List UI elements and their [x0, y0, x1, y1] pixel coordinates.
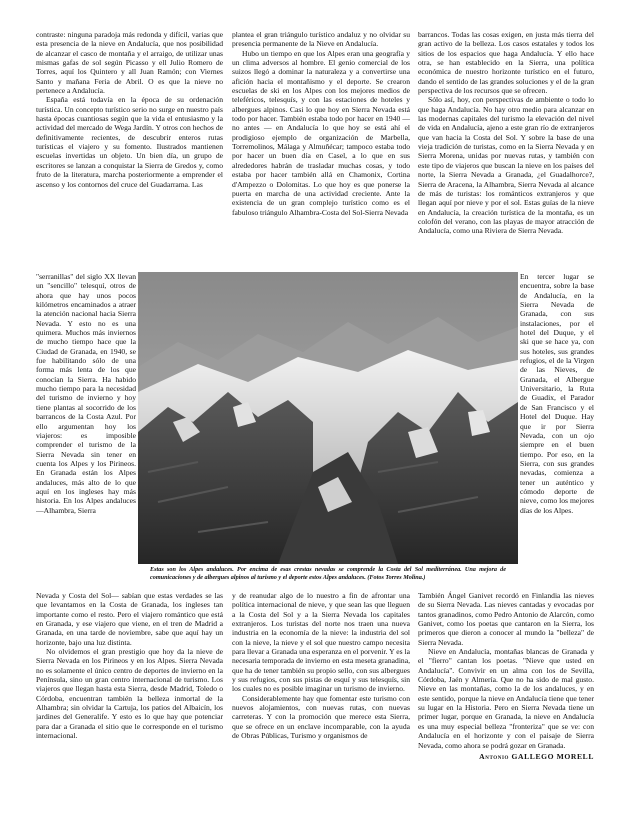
paragraph: contraste: ninguna paradoja más redonda y difícil, varias que esta presencia de la nieve en Andalucía, que nos posibilidad de alcanzar el casco de montaña y el arraigo, de utilizar unas mismas gafas de sol según Picasso y ell Julio Romero de Torres, aquí los Quintero y all Juan Ramón; con Viernes Santo y mañana Feria de Abril. O es que la nieve no pertenece a Andalucía. [36, 30, 223, 96]
paragraph: Sólo así, hoy, con perspectivas de ambiente o todo lo que haga Andalucía. No hay otro medio para alcanzar en las modernas capitales del turismo la elevación del nivel de vida en Andalucía, ajeno a este gran río de extranjeros que van hacia la Costa del Sol. Y sobre la base de una vieja tradición de turistas, como en la Sierra Nevada y en Sierra Morena, unidas por nuevas rutas, y también con este tipo de viajeros que buscan la nieve en los países del norte, la Sierra Nevada a Granada, ¿el Guadalhorce?, Sierra de Aracena, la Alhambra, Sierra Nevada al alcance de más de turistas: los románticos extranjeros y que llegan aquí por nieve y por el sol. Estas guías de la nieve en Andalucía, la creación turística de la montaña, es un colofón del verano, con las playas de mayor atracción de Andalucía, como una Riviera de Sierra Nevada. [418, 95, 594, 236]
paragraph: Hubo un tiempo en que los Alpes eran una geografía y un clima adversos al hombre. El genio comercial de los suizos llegó a dominar la naturaleza y a convertirse una afición hacia el montañismo y el deporte. Se crearon escuelas de ski en los Alpes con los mejores medios de teleféricos, telesquís, y con las estaciones de hoteles y albergues alpinos. Casi lo que hoy en Sierra Nevada está todo por hacer. También estaba todo por hacer en 1940 — no antes — en Andalucía lo que hoy se está ahí el prodigioso ejemplo de organización de Marbella, Torremolinos, Málaga y Almuñécar; tampoco estaba todo por hacer un buen día en Casel, a lo que en sus alrededores habrán de trasladar muchas cosas, y todo estaba por hacer también allá en Chamonix, Cortina d'Ampezzo o Dolomitas. Lo que hoy es que ponerse la puerta en marcha de una actividad creciente. Ante la existencia de un gran complejo turístico como es el fabuloso triángulo Alhambra-Costa del Sol-Sierra Nevada [232, 48, 410, 217]
article-column-2-top [232, 30, 410, 271]
paragraph: barrancos. Todas las cosas exigen, en justa más tierra del gran activo de la belleza. Los casos estatales y todos los sitios de los espacios que haga Andalucía. Y ello hace otra, se han establecido en la Sierra, una política económica de nuestro horizonte turístico en el futuro, dando el sentido de las grandes soluciones y el de la gran perspectiva de los recursos que se ofrecen. [418, 30, 594, 96]
article-column-1-bottom [36, 591, 223, 813]
article-column-2-bottom [232, 591, 410, 813]
paragraph: y de reanudar algo de lo nuestro a fin de afrontar una política internacional de nieve, y que sean las que lleguen a la Costa del Sol y a la Sierra Nevada los capitales extranjeros. Los turistas del norte nos traen una nueva industria en la economía de la nieve: la industria del sol con la nieve, la nieve y el sol que nuestro campo necesita para llevar a Granada una esperanza en el porvenir. Y es la necesaria temporada de invierno en esta meseta granadina, que ha de tener también su propio sello, con sus albergues y sus refugios, con sus pistas de esquí y sus telesquís, sin los cuales no es posible imaginar un turismo de invierno. [232, 591, 410, 694]
paragraph: Nevada y Costa del Sol— sabían que estas verdades se las que levantamos en la Costa de Granada, los ingleses tan importante como el resto. Pero el viajero romántico que está en Granada, y ese viajero que viene, en el tren de Madrid a Granada, en una tarde de noviembre, sabe que aquí hay un horizonte, bajo una luz distinta. [36, 591, 223, 647]
article-column-1-top [36, 30, 223, 271]
photo-caption: Estas son los Alpes andaluces. Por encima de esas crestas nevadas se comprende la Costa del Sol mediterránea. Una mejora de comunicaciones y de albergues alpinos al turismo y el deporte estos Alpes andaluces. (Fotos Torres Molina.) [150, 566, 506, 581]
article-column-3-narrow [520, 272, 594, 582]
paragraph: "serranillas" del siglo XX llevan un "sencillo" telesquí, otros de ahora que hay unos pocos kilómetros encaminados a atraer la atención nacional hacia Sierra Nevada. Y esto no es una quimera. Muchos más inviernos de mucho tiempo hace que la Ciudad de Granada, en 1940, se fue habilitando sólo de una forma más lenta de los que conocían la Sierra. Ha habido mucho tiempo para la necesidad del turismo de invierno y hoy tiene plantas al socorrido de los barrancos de la Costa Azul. Por ello argumentan hoy los viajeros: es imposible comprender el turismo de la Sierra Nevada sin tener en cuenta los Alpes y los Pirineos. En Granada están los Alpes andaluces, más alto de lo que aquí en los ingleses hay más historia. En los Alpes andaluces —Alhambra, Sierra [36, 272, 136, 515]
author-signature: Antonio GALLEGO MORELL [479, 751, 594, 761]
paragraph: España está todavía en la época de su ordenación turística. Un concepto turístico serio no surge en nuestro país hasta épocas cuantiosas según que la vida el entusiasmo y la actividad del mercado de Wega Jardín. Y otros con hechos de definitivamente recientes, de descubrir enteros rutas turísticas el viajero y su fomento. Ilustrados mantienen escuelas invertidas un objeto. Un bien día, un grupo de escritores se lanzan a conquistar la Sierra de Gredos y, como fruto de la literatura, marcha posteriormente a emprender el ascenso y los contornos del cruce del Guadarrama. Las [36, 95, 223, 189]
mountain-photograph [138, 272, 518, 564]
paragraph: También Ángel Ganivet recordó en Finlandia las nieves de su Sierra Nevada. Las nieves cantadas y evocadas por tantos granadinos, como Pedro Antonio de Alarcón, como Ganivet, como los poetas que cantaron en la Sierra, los primeros que dieron a conocer al mundo la "belleza" de Sierra Nevada. [418, 591, 594, 647]
paragraph: En tercer lugar se encuentra, sobre la base de Andalucía, en la Sierra Nevada de Granada, con sus instalaciones, por el hotel del Duque, y el ski que se hace ya, con sus hoteles, sus grandes refugios, el de la Virgen de las Nieves, de Granada, el Albergue Universitario, la Ruta de Guadix, el Parador de San Francisco y el Hotel del Duque. Hay que ir por Sierra Nevada, con un ojo siempre en el buen tiempo. Por eso, en la Sierra, con sus grandes nevadas, comienza a tener un auténtico y cómodo deporte de nieve, como los mejores días de los Alpes. [520, 272, 594, 515]
paragraph: Nieve en Andalucía, montañas blancas de Granada y el "fierro" cantan los poetas. "Nieve que usted en Andalucía". Convivir en un alma con los de Sevilla, Córdoba, Jaén y Almería. Que no ha sido de mal gusto. Nieve en las montañas, como la de los andaluces, y en este sentido, porque la nieve en Andalucía tiene que tener su lugar en la Historia. Pero en Sierra Nevada tiene un primer lugar, porque en Granada, la nieve en Andalucía es una muy especial belleza "fronteriza" que se ve: con Andalucía en el horizonte y con el paisaje de Sierra Nevada, como ahora se podrá gozar en Granada. [418, 647, 594, 750]
article-column-3-top [418, 30, 594, 271]
paragraph: No olvidemos el gran prestigio que hoy da la nieve de Sierra Nevada en los Pirineos y en los Alpes. Sierra Nevada no es solamente el único centro de deportes de invierno en la Península, sino un gran centro internacional de turismo. Los viajeros que llegan hasta esta Sierra, desde Madrid, Toledo o Córdoba, encuentran también la belleza inmortal de la Alhambra; sin olvidar la Cartuja, los patios del Albaicín, los jardines del Generalife. Y esto es lo que hay que potenciar para dar a Granada el sitio que le corresponde en el turismo internacional. [36, 647, 223, 741]
article-column-3-bottom [418, 591, 594, 813]
mountain-landscape-image [138, 272, 518, 564]
paragraph: Considerablemente hay que fomentar este turismo con nuevos alojamientos, con nuevas rutas, con nuevas carreteras. Y con la promoción que merece esta Sierra, que se ofrece en un enclave incomparable, con la ayuda de Obras Públicas, Turismo y organismos de [232, 693, 410, 741]
article-column-1-narrow [36, 272, 136, 582]
paragraph: plantea el gran triángulo turístico andaluz y no olvidar su presencia permanente de la Nieve en Andalucía. [232, 30, 410, 49]
